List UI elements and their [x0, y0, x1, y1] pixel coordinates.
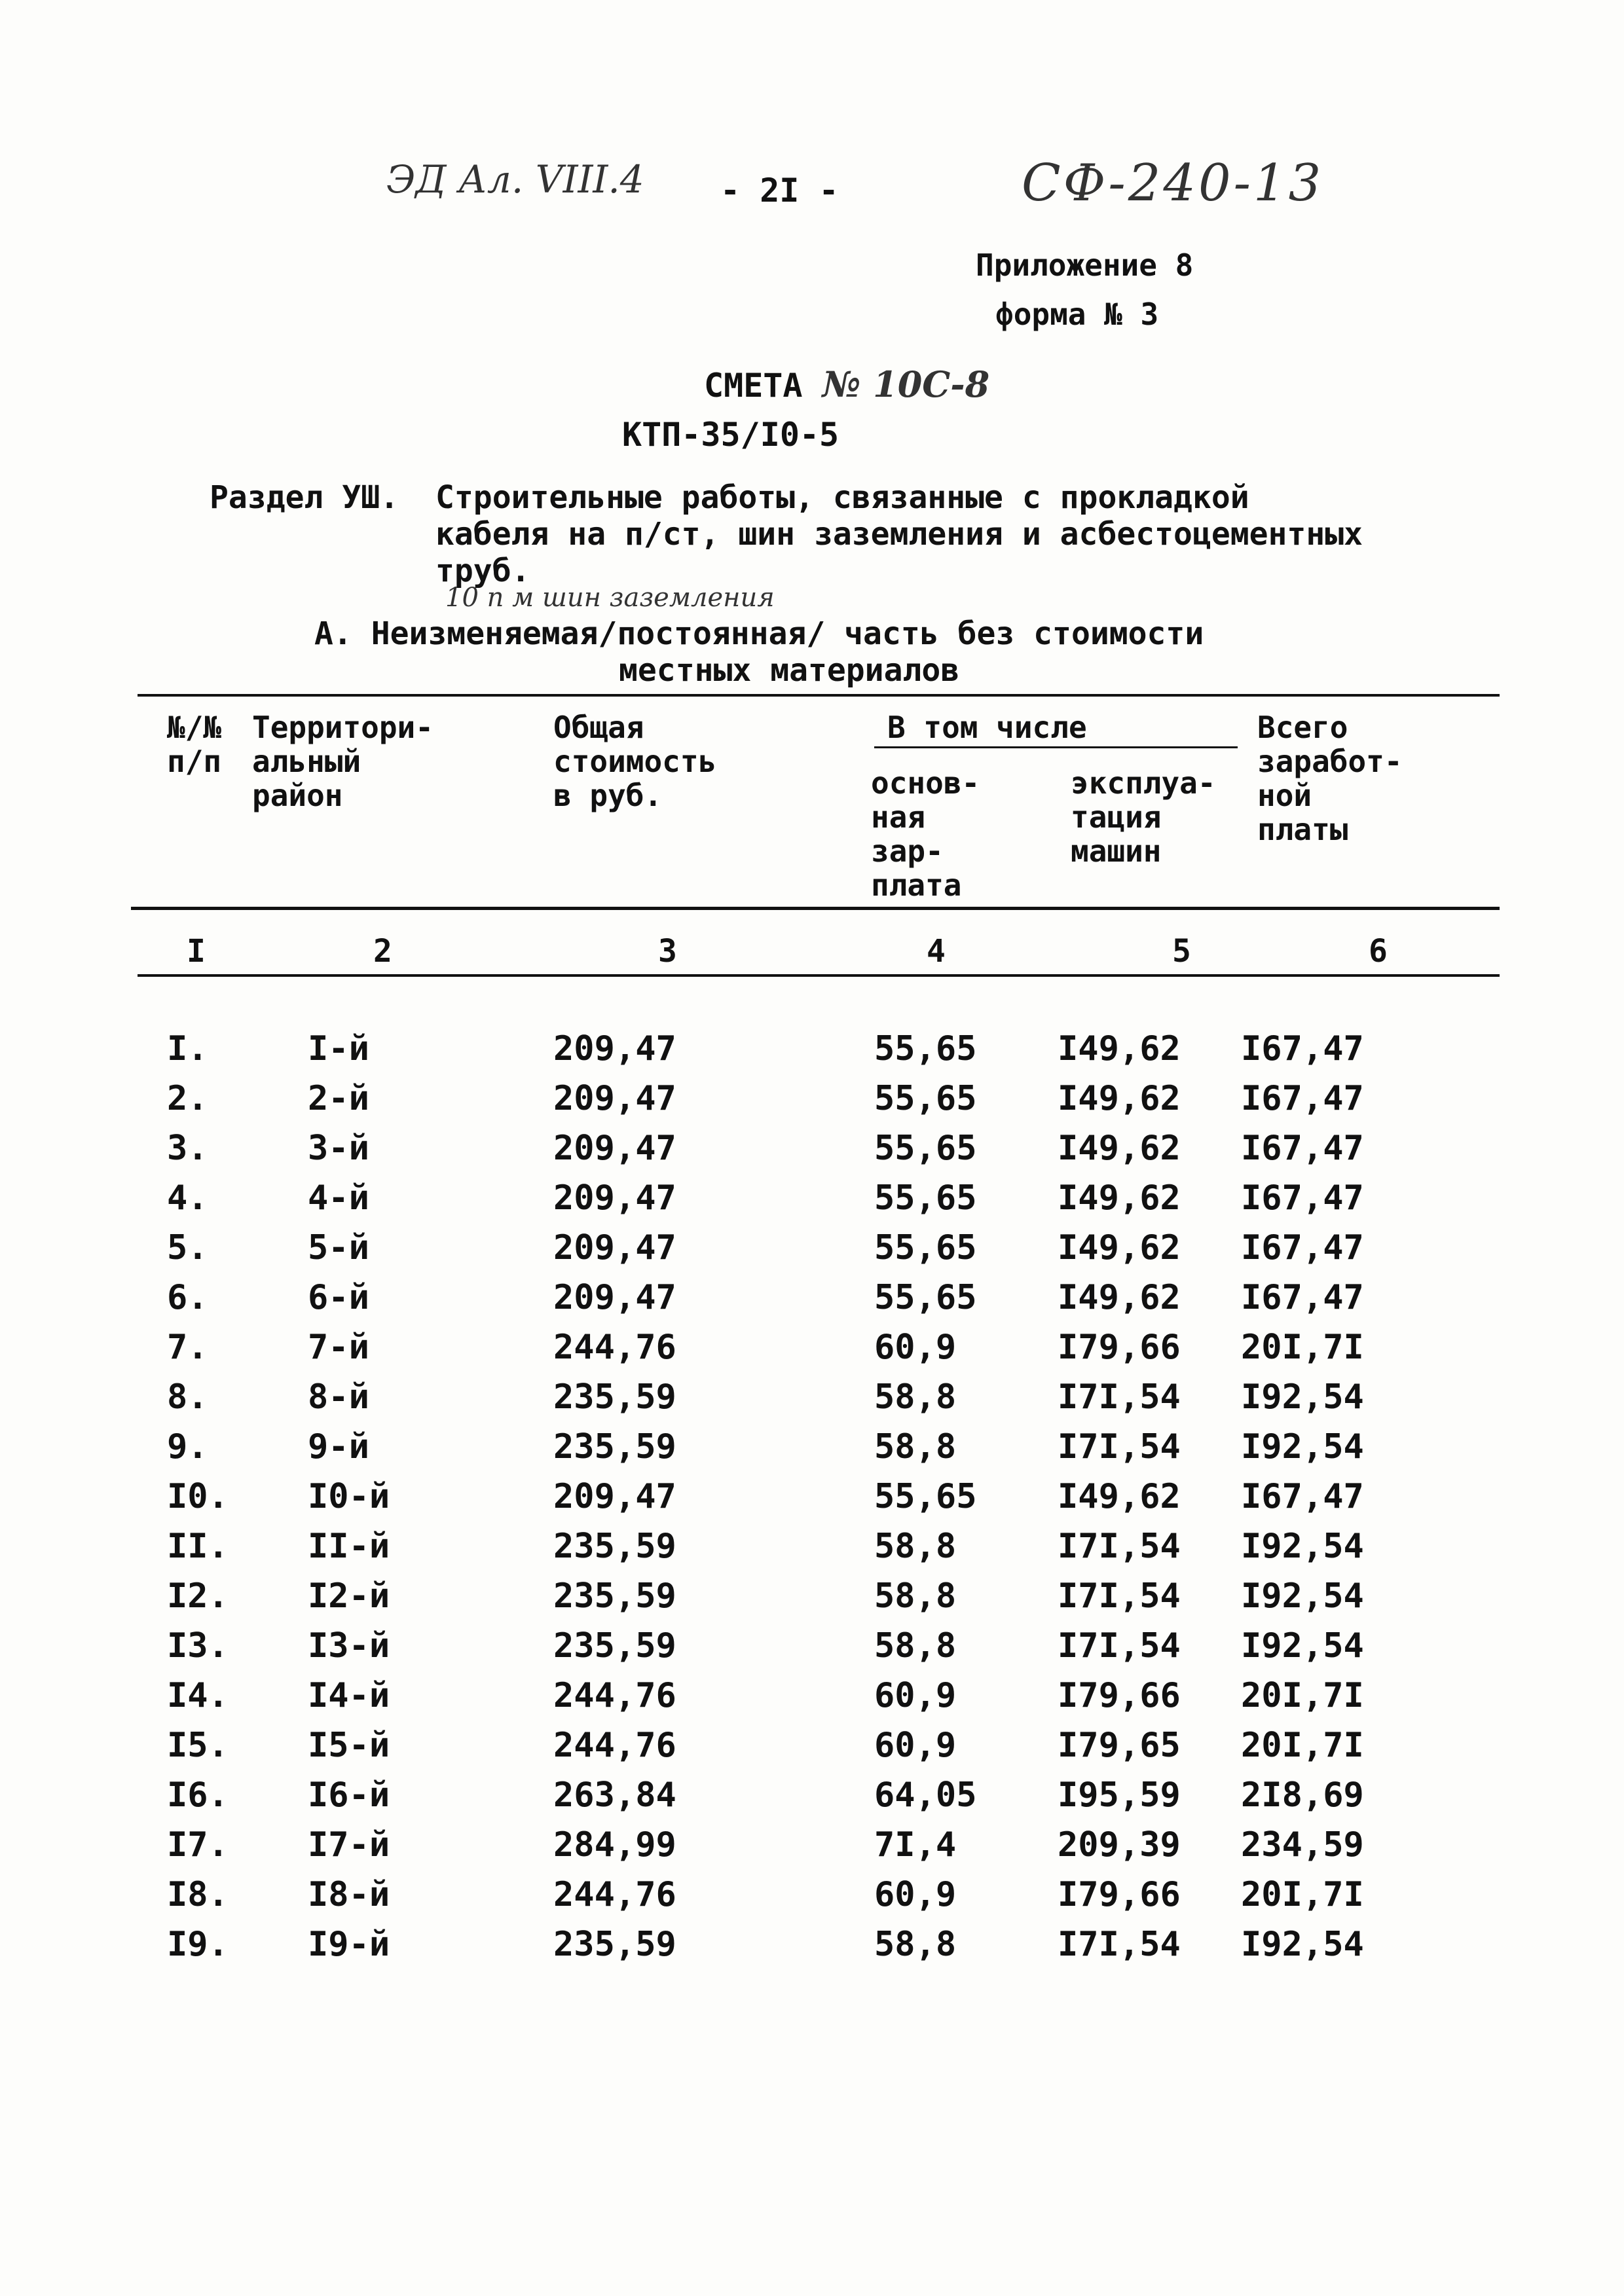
row-number: 3. — [167, 1129, 208, 1168]
total-cost-cell: 284,99 — [553, 1825, 676, 1865]
header-total-cost-line-1: Общая — [553, 710, 644, 745]
machine-cost-cell: I95,59 — [1058, 1776, 1181, 1815]
column-number-5: 5 — [1172, 933, 1191, 970]
section-text-line-2: кабеля на п/ст, шин заземления и асбестоцементных — [435, 516, 1363, 553]
header-total-wages-line-4: платы — [1257, 812, 1348, 847]
total-cost-cell: 209,47 — [553, 1278, 676, 1317]
row-number: I4. — [167, 1676, 229, 1715]
part-title-line-2: местных материалов — [619, 652, 960, 689]
region-cell: 5-й — [308, 1228, 369, 1267]
header-machine-operation — [1071, 766, 1216, 868]
table-row — [0, 1178, 1624, 1228]
handwritten-note: 10 п м шин заземления — [445, 583, 775, 613]
base-wage-cell: 55,65 — [874, 1129, 977, 1168]
base-wage-cell: 55,65 — [874, 1029, 977, 1068]
total-wage-cell: I92,54 — [1241, 1925, 1364, 1964]
total-wage-cell: 234,59 — [1241, 1825, 1364, 1865]
region-cell: 4-й — [308, 1178, 369, 1218]
header-total-cost-line-3: в руб. — [553, 778, 663, 813]
machine-cost-cell: I7I,54 — [1058, 1377, 1181, 1417]
column-number-3: 3 — [658, 933, 677, 970]
total-wage-cell: I67,47 — [1241, 1477, 1364, 1516]
machine-cost-cell: I7I,54 — [1058, 1576, 1181, 1616]
total-wage-cell: 20I,7I — [1241, 1726, 1364, 1765]
table-row — [0, 1029, 1624, 1079]
base-wage-cell: 60,9 — [874, 1726, 957, 1765]
row-number: 5. — [167, 1228, 208, 1267]
total-wage-cell: I92,54 — [1241, 1427, 1364, 1467]
machine-cost-cell: I49,62 — [1058, 1178, 1181, 1218]
row-number: 4. — [167, 1178, 208, 1218]
table-row — [0, 1925, 1624, 1975]
header-row-number-line-1: №/№ — [167, 710, 222, 745]
region-cell: I7-й — [308, 1825, 390, 1865]
header-including: В том числе — [887, 710, 1087, 745]
machine-cost-cell: I49,62 — [1058, 1029, 1181, 1068]
base-wage-cell: 60,9 — [874, 1328, 957, 1367]
machine-cost-cell: I79,65 — [1058, 1726, 1181, 1765]
header-machine-operation-line-1: эксплуа- — [1071, 765, 1216, 801]
table-row — [0, 1427, 1624, 1477]
region-cell: I5-й — [308, 1726, 390, 1765]
table-top-rule — [138, 694, 1500, 697]
machine-cost-cell: I49,62 — [1058, 1278, 1181, 1317]
row-number: 9. — [167, 1427, 208, 1467]
total-wage-cell: I92,54 — [1241, 1626, 1364, 1666]
base-wage-cell: 58,8 — [874, 1527, 957, 1566]
total-wage-cell: 20I,7I — [1241, 1328, 1364, 1367]
column-number-2: 2 — [373, 933, 392, 970]
page-number: - 2I - — [720, 172, 839, 210]
header-row-number — [167, 710, 221, 778]
table-row — [0, 1477, 1624, 1527]
row-number: I2. — [167, 1576, 229, 1616]
region-cell: II-й — [308, 1527, 390, 1566]
total-cost-cell: 209,47 — [553, 1029, 676, 1068]
table-row — [0, 1079, 1624, 1129]
table-row — [0, 1377, 1624, 1427]
base-wage-cell: 58,8 — [874, 1626, 957, 1666]
table-row — [0, 1626, 1624, 1676]
header-base-wage-line-3: зар- — [871, 833, 944, 869]
total-cost-cell: 209,47 — [553, 1079, 676, 1118]
total-cost-cell: 235,59 — [553, 1576, 676, 1616]
row-number: I5. — [167, 1726, 229, 1765]
base-wage-cell: 55,65 — [874, 1079, 977, 1118]
machine-cost-cell: I49,62 — [1058, 1477, 1181, 1516]
row-number: I7. — [167, 1825, 229, 1865]
region-cell: I2-й — [308, 1576, 390, 1616]
header-bottom-rule — [131, 907, 1500, 910]
form-label: форма № 3 — [995, 297, 1159, 332]
region-cell: I0-й — [308, 1477, 390, 1516]
table-row — [0, 1825, 1624, 1875]
total-cost-cell: 209,47 — [553, 1129, 676, 1168]
machine-cost-cell: I7I,54 — [1058, 1925, 1181, 1964]
part-title-line-1: А. Неизменяемая/постоянная/ часть без стоимости — [314, 615, 1204, 652]
column-number-1: I — [187, 933, 206, 970]
row-number: II. — [167, 1527, 229, 1566]
total-wage-cell: I67,47 — [1241, 1178, 1364, 1218]
header-region-line-1: Территори- — [252, 710, 434, 745]
header-machine-operation-line-3: машин — [1071, 833, 1162, 869]
row-number: I8. — [167, 1875, 229, 1914]
machine-cost-cell: I7I,54 — [1058, 1626, 1181, 1666]
machine-cost-cell: I49,62 — [1058, 1129, 1181, 1168]
header-region-line-2: альный — [252, 744, 361, 779]
column-number-6: 6 — [1369, 933, 1388, 970]
region-cell: 6-й — [308, 1278, 369, 1317]
region-cell: 7-й — [308, 1328, 369, 1367]
header-total-wages-line-1: Всего — [1257, 710, 1348, 745]
region-cell: I3-й — [308, 1626, 390, 1666]
total-cost-cell: 244,76 — [553, 1875, 676, 1914]
header-total-cost — [553, 710, 716, 812]
section-text-line-1: Строительные работы, связанные с прокладкой — [435, 479, 1249, 516]
machine-cost-cell: I79,66 — [1058, 1875, 1181, 1914]
total-wage-cell: I92,54 — [1241, 1377, 1364, 1417]
row-number: I9. — [167, 1925, 229, 1964]
table-row — [0, 1228, 1624, 1278]
machine-cost-cell: I7I,54 — [1058, 1427, 1181, 1467]
base-wage-cell: 55,65 — [874, 1477, 977, 1516]
section-text-line-3: труб. — [435, 553, 530, 589]
table-row — [0, 1328, 1624, 1377]
total-cost-cell: 209,47 — [553, 1477, 676, 1516]
table-row — [0, 1776, 1624, 1825]
total-wage-cell: I67,47 — [1241, 1228, 1364, 1267]
header-region — [252, 710, 434, 812]
base-wage-cell: 60,9 — [874, 1676, 957, 1715]
header-base-wage-line-2: ная — [871, 799, 926, 835]
table-row — [0, 1527, 1624, 1576]
estimate-label: СМЕТА — [704, 367, 803, 405]
total-wage-cell: I67,47 — [1241, 1129, 1364, 1168]
region-cell: I9-й — [308, 1925, 390, 1964]
total-cost-cell: 235,59 — [553, 1377, 676, 1417]
region-cell: I-й — [308, 1029, 369, 1068]
total-wage-cell: I67,47 — [1241, 1029, 1364, 1068]
total-cost-cell: 209,47 — [553, 1178, 676, 1218]
total-wage-cell: 20I,7I — [1241, 1676, 1364, 1715]
column-number-4: 4 — [927, 933, 946, 970]
region-cell: 8-й — [308, 1377, 369, 1417]
base-wage-cell: 58,8 — [874, 1925, 957, 1964]
total-cost-cell: 235,59 — [553, 1925, 676, 1964]
header-total-wages — [1257, 710, 1403, 847]
row-number: I. — [167, 1029, 208, 1068]
total-wage-cell: 2I8,69 — [1241, 1776, 1364, 1815]
table-row — [0, 1875, 1624, 1925]
total-cost-cell: 263,84 — [553, 1776, 676, 1815]
total-wage-cell: I67,47 — [1241, 1278, 1364, 1317]
base-wage-cell: 58,8 — [874, 1576, 957, 1616]
archive-code: СФ-240-13 — [1022, 154, 1324, 213]
region-cell: 9-й — [308, 1427, 369, 1467]
base-wage-cell: 55,65 — [874, 1178, 977, 1218]
header-row-number-line-2: п/п — [167, 744, 222, 779]
machine-cost-cell: I49,62 — [1058, 1228, 1181, 1267]
header-base-wage — [871, 766, 980, 902]
total-cost-cell: 209,47 — [553, 1228, 676, 1267]
total-wage-cell: 20I,7I — [1241, 1875, 1364, 1914]
region-cell: I6-й — [308, 1776, 390, 1815]
row-number: I3. — [167, 1626, 229, 1666]
total-wage-cell: I92,54 — [1241, 1527, 1364, 1566]
header-total-wages-line-3: ной — [1257, 778, 1312, 813]
machine-cost-cell: I79,66 — [1058, 1676, 1181, 1715]
estimate-title — [704, 363, 989, 405]
machine-cost-cell: 209,39 — [1058, 1825, 1181, 1865]
row-number: 8. — [167, 1377, 208, 1417]
total-cost-cell: 235,59 — [553, 1427, 676, 1467]
row-number: 6. — [167, 1278, 208, 1317]
row-number: 2. — [167, 1079, 208, 1118]
header-total-cost-line-2: стоимость — [553, 744, 717, 779]
including-underline — [874, 746, 1238, 748]
total-wage-cell: I92,54 — [1241, 1576, 1364, 1616]
total-wage-cell: I67,47 — [1241, 1079, 1364, 1118]
archive-stamp-left: ЭД Ал. VIII.4 — [386, 157, 644, 202]
row-number: I0. — [167, 1477, 229, 1516]
total-cost-cell: 244,76 — [553, 1726, 676, 1765]
base-wage-cell: 55,65 — [874, 1228, 977, 1267]
region-cell: 3-й — [308, 1129, 369, 1168]
column-numbers-rule — [138, 974, 1500, 977]
base-wage-cell: 60,9 — [874, 1875, 957, 1914]
table-row — [0, 1726, 1624, 1776]
region-cell: I8-й — [308, 1875, 390, 1914]
header-base-wage-line-4: плата — [871, 867, 962, 903]
table-row — [0, 1129, 1624, 1178]
total-cost-cell: 244,76 — [553, 1328, 676, 1367]
base-wage-cell: 58,8 — [874, 1377, 957, 1417]
header-base-wage-line-1: основ- — [871, 765, 980, 801]
total-cost-cell: 235,59 — [553, 1527, 676, 1566]
base-wage-cell: 55,65 — [874, 1278, 977, 1317]
machine-cost-cell: I7I,54 — [1058, 1527, 1181, 1566]
total-cost-cell: 244,76 — [553, 1676, 676, 1715]
project-code: КТП-35/I0-5 — [622, 416, 840, 454]
machine-cost-cell: I49,62 — [1058, 1079, 1181, 1118]
row-number: 7. — [167, 1328, 208, 1367]
header-region-line-3: район — [252, 778, 343, 813]
total-cost-cell: 235,59 — [553, 1626, 676, 1666]
region-cell: 2-й — [308, 1079, 369, 1118]
machine-cost-cell: I79,66 — [1058, 1328, 1181, 1367]
table-row — [0, 1676, 1624, 1726]
header-total-wages-line-2: заработ- — [1257, 744, 1403, 779]
row-number: I6. — [167, 1776, 229, 1815]
header-machine-operation-line-2: тация — [1071, 799, 1162, 835]
region-cell: I4-й — [308, 1676, 390, 1715]
section-label: Раздел УШ. — [210, 479, 399, 516]
appendix-label: Приложение 8 — [976, 247, 1194, 283]
base-wage-cell: 64,05 — [874, 1776, 977, 1815]
table-row — [0, 1576, 1624, 1626]
base-wage-cell: 58,8 — [874, 1427, 957, 1467]
table-row — [0, 1278, 1624, 1328]
estimate-number: № 10С-8 — [822, 363, 990, 405]
base-wage-cell: 7I,4 — [874, 1825, 957, 1865]
